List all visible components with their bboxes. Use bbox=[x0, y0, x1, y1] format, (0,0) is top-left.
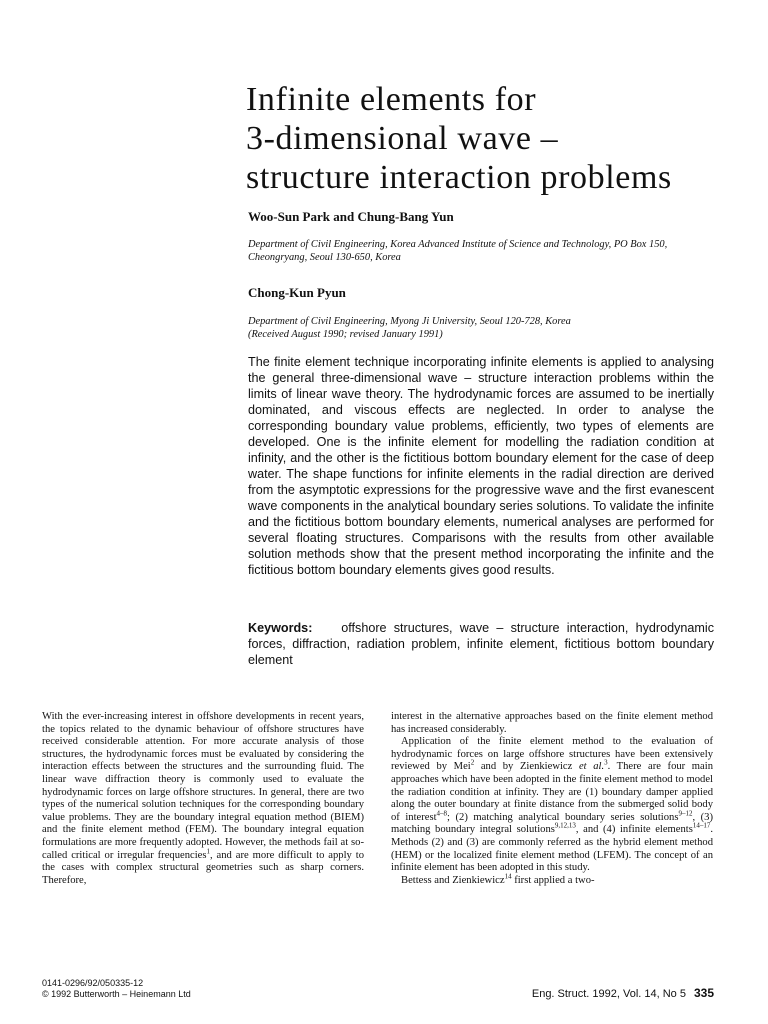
author-affiliation-2 bbox=[248, 315, 720, 341]
title-line-3: structure interaction problems bbox=[246, 159, 672, 196]
author-names-2: Chong-Kun Pyun bbox=[248, 285, 346, 300]
paper-title bbox=[246, 80, 746, 197]
reference-9-12-13: 9,12,13 bbox=[554, 821, 576, 830]
page-number: 335 bbox=[693, 986, 714, 1000]
methods-text-a: Application of the finite element method to the evaluation of hydrodynamic forces on large offshore structures have been extensively reviewed by Mei bbox=[391, 736, 713, 773]
methods-text-c: . There are four main approaches which have been adopted in the finite element method to model the radiation condition at infinity. They are (1) boundary damper applied along the outer boundary at finite distance from the submerged solid body of interest bbox=[391, 761, 713, 823]
methods-text-b: and by Zienkiewicz bbox=[474, 761, 579, 773]
reference-mei: 2 bbox=[470, 758, 475, 767]
received-dates: (Received August 1990; revised January 1991) bbox=[248, 329, 443, 340]
article-code: 0141-0296/92/050335-12 bbox=[42, 978, 144, 988]
intro-text-end: , and are more difficult to apply to the cases with complex structural geometries such as sharp corners. Therefore, bbox=[42, 849, 364, 886]
footer-right bbox=[532, 986, 714, 1000]
paragraph-bettess bbox=[391, 872, 713, 888]
body-column-right bbox=[391, 711, 713, 887]
methods-text-f: , and (4) infinite elements bbox=[575, 824, 693, 836]
methods-text-e: , (3) matching boundary integral solutions bbox=[391, 811, 713, 836]
journal-citation: Eng. Struct. 1992, Vol. 14, No 5 bbox=[531, 988, 686, 1000]
methods-text-g: . Methods (2) and (3) are commonly referred as the hybrid element method (HEM) or the localized finite element method (LFEM). The concept of an infinite element has been adopted in this study. bbox=[391, 824, 714, 874]
title-line-2: 3-dimensional wave – bbox=[246, 120, 559, 157]
intro-text: With the ever-increasing interest in offshore developments in recent years, the topics related to the dynamic behaviour of offshore structures have received considerable attention. For more accurate analysis of those structures, the hydrodynamic forces must be evaluated by considering the interaction effects between the structures and the surrounding fluid. The linear wave diffraction theory is commonly used to evaluate the hydrodynamic forces on large offshore structures. In general, there are two types of the numerical solution techniques for the corresponding boundary value problems. They are the boundary integral equation method (BIEM) and the finite element method (FEM). The boundary integral equation formulations are more frequently adopted. However, the methods fail at so-called critical or irregular frequencies bbox=[42, 711, 364, 861]
affiliation-2-text: Department of Civil Engineering, Myong Ji University, Seoul 120-728, Korea bbox=[248, 316, 571, 327]
footer-left bbox=[42, 978, 191, 1000]
title-line-1: Infinite elements for bbox=[246, 81, 537, 118]
paragraph-methods bbox=[391, 736, 713, 875]
paragraph-continued: interest in the alternative approaches based on the finite element method has increased considerably. bbox=[391, 711, 713, 735]
methods-text-d: ; (2) matching analytical boundary series solutions bbox=[447, 811, 679, 823]
copyright-notice: © 1992 Butterworth – Heinemann Ltd bbox=[42, 989, 191, 999]
abstract: The finite element technique incorporating infinite elements is applied to analysing the general three-dimensional wave – structure interaction problems within the limits of linear wave theory. The hydrodynamic forces are assumed to be inertially dominated, and viscous effects are neglected. In order to analyse the corresponding boundary value problems, efficiently, two types of elements are developed. One is the infinite element for modelling the radiation condition at infinity, and the other is the fictitious bottom boundary element for the case of deep water. The shape functions for infinite elements in the radial direction are derived from the asymptotic expressions for the progressive wave and the first evanescent wave components in the analytical boundary series solutions. To validate the infinite and the fictitious bottom boundary elements, numerical analyses are performed for several floating structures. Comparisons with the results from other available solution methods show that the present method incorporating the infinite and the fictitious bottom boundary elements gives good results. bbox=[248, 355, 715, 577]
reference-9-12: 9–12 bbox=[678, 809, 693, 818]
keywords-text: offshore structures, wave – structure interaction, hydrodynamic forces, diffraction, radiation problem, infinite element, fictitious bottom boundary element bbox=[248, 621, 714, 667]
et-al: et al. bbox=[578, 761, 605, 773]
reference-14: 14 bbox=[504, 872, 512, 881]
reference-4-8: 4–8 bbox=[436, 809, 448, 818]
body-column-left bbox=[42, 711, 364, 887]
author-affiliation-1: Department of Civil Engineering, Korea Advanced Institute of Science and Technology, PO Box 150, Cheongryang, Seoul 130-650, Korea bbox=[248, 239, 668, 263]
keywords bbox=[248, 620, 714, 668]
bettess-text-a: Bettess and Zienkiewicz bbox=[401, 874, 505, 886]
reference-1: 1 bbox=[206, 847, 210, 855]
bettess-text-b: first applied a two- bbox=[511, 874, 595, 886]
intro-paragraph bbox=[42, 711, 364, 887]
keywords-label: Keywords: bbox=[248, 621, 313, 635]
reference-zienkiewicz: 3 bbox=[604, 758, 608, 767]
author-names-1: Woo-Sun Park and Chung-Bang Yun bbox=[248, 209, 454, 224]
reference-14-17: 14–17 bbox=[692, 821, 711, 830]
